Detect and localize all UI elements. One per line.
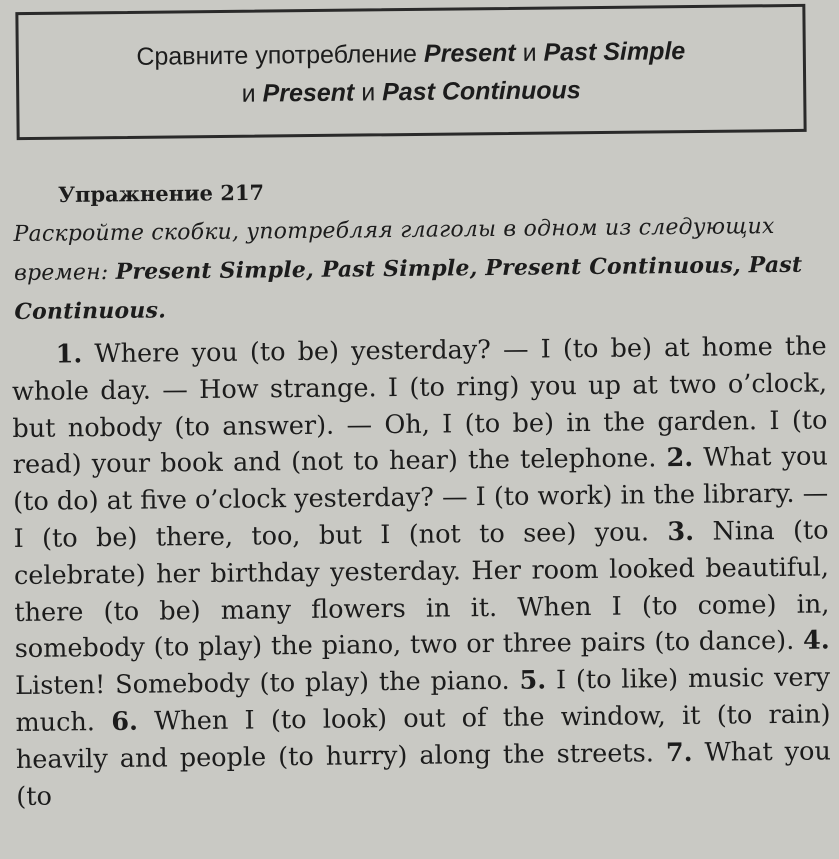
sentence-text: Nina (to celebrate) her birthday yesterday. Her room looked beautiful, there (to be) many flowers in it. When I (to come) in, somebody (to play) the piano, two or three pairs (to dance).	[13, 515, 830, 665]
sentence-text: Listen! Somebody (to play) the piano.	[14, 665, 520, 702]
exercise-title: Упражнение 217	[57, 179, 265, 207]
exercise-instruction: Раскройте скобки, употребляя глаголы в одном из следующих времен: Present Simple, Past Simple, Present Continuous, Past Continuous.	[13, 214, 803, 325]
header-line-1: Сравните употребление Present и Past Simple	[136, 37, 686, 71]
section-header-box	[15, 4, 806, 140]
tense-list: Present Simple, Past Simple, Present Continuous, Past Continuous.	[14, 251, 803, 325]
sentence-number: 2.	[666, 443, 694, 474]
sentence-number: 6.	[111, 706, 139, 737]
sentence-number: 4.	[802, 625, 830, 657]
sentence-number: 5.	[519, 665, 547, 696]
sentence-text: What you (to do) at five o’clock yesterday? — I (to work) in the library. — I (to be) there, too, but I (not to see) you.	[13, 441, 829, 554]
sentence-number: 7.	[665, 737, 693, 768]
exercise-body	[11, 328, 831, 815]
section-header	[19, 31, 804, 115]
sentence-text: When I (to look) out of the window, it (to rain) heavily and people (to hurry) along the streets.	[15, 699, 831, 775]
sentence-text: I (to like) music very much.	[15, 662, 831, 738]
header-line-2: и Present и Past Continuous	[241, 76, 581, 108]
sentence-text: What you (to	[16, 736, 832, 812]
sentence-number: 3.	[667, 516, 695, 548]
sentence-text: Where you (to be) yesterday? — I (to be) at home the whole day. — How strange. I (to ring) you up at two o’clock, but nobody (to answer). — Oh, I (to be) in the garden. I (to read) your book and (not to hear) the telephone.	[11, 331, 828, 481]
sentence-number: 1.	[55, 339, 83, 370]
